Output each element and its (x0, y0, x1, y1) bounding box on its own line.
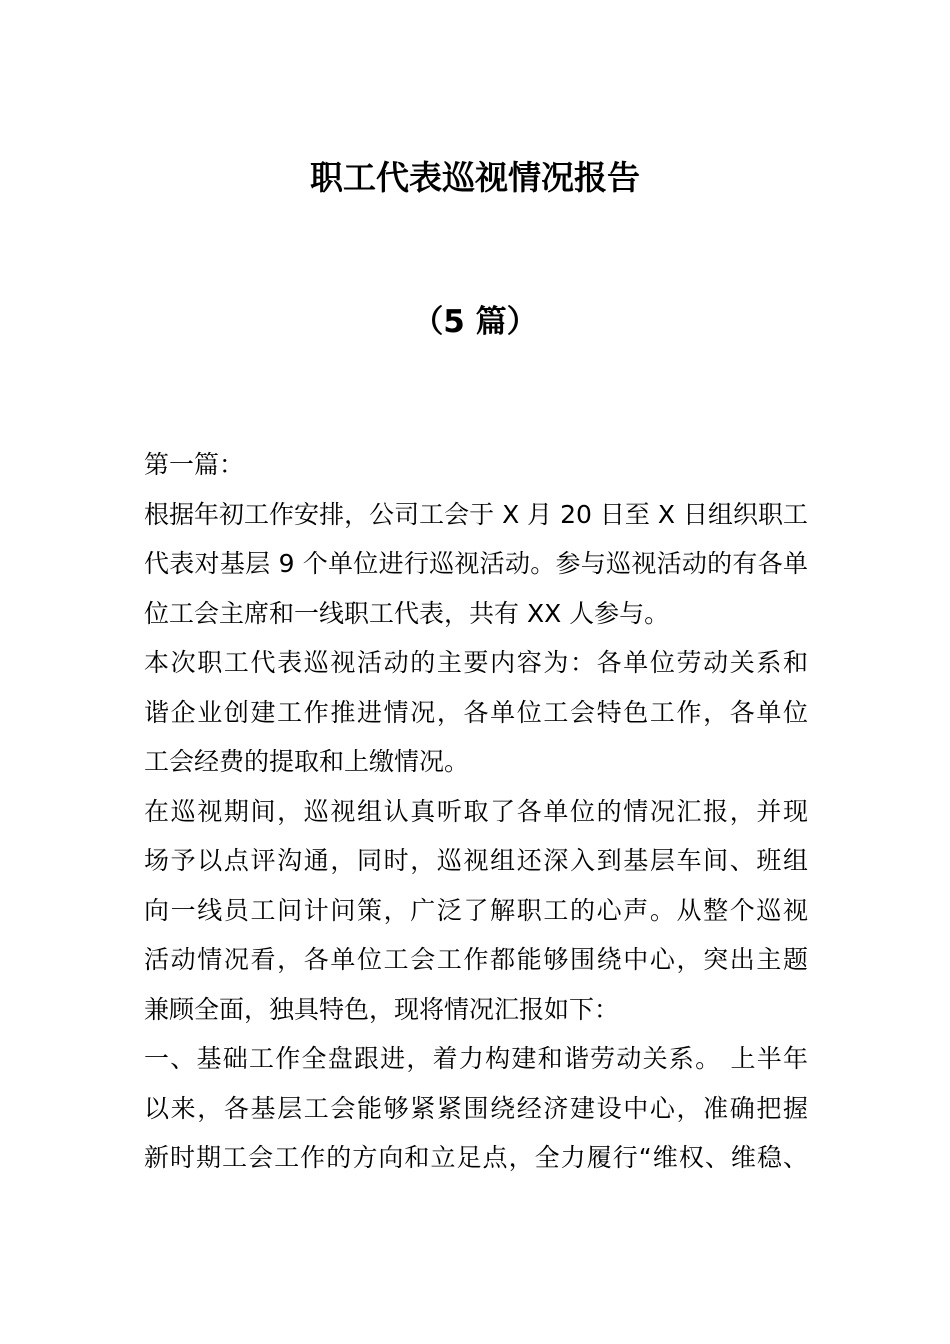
body-line: 代表对基层 9 个单位进行巡视活动。参与巡视活动的有各单 (144, 549, 808, 578)
body-line: 一、基础工作全盘跟进，着力构建和谐劳动关系。 上半年 (144, 1044, 808, 1073)
body-line: 场予以点评沟通，同时，巡视组还深入到基层车间、班组 (144, 846, 808, 875)
body-line: 工会经费的提取和上缴情况。 (144, 747, 470, 776)
body-line: 兼顾全面，独具特色，现将情况汇报如下： (144, 994, 620, 1024)
document-subtitle: （5 篇） (412, 304, 538, 340)
body-line: 活动情况看，各单位工会工作都能够围绕中心，突出主题 (144, 945, 808, 974)
body-line: 以来，各基层工会能够紧紧围绕经济建设中心，准确把握 (144, 1093, 808, 1123)
document-title: 职工代表巡视情况报告 (310, 158, 640, 197)
body-line: 本次职工代表巡视活动的主要内容为：各单位劳动关系和 (144, 648, 808, 677)
body-line: 谐企业创建工作推进情况，各单位工会特色工作，各单位 (144, 697, 808, 727)
body-line: 新时期工会工作的方向和立足点，全力履行“维权、维稳、 (144, 1143, 808, 1172)
body-line: 在巡视期间，巡视组认真听取了各单位的情况汇报，并现 (144, 796, 808, 826)
body-line: 位工会主席和一线职工代表，共有 XX 人参与。 (144, 598, 670, 628)
body-line: 根据年初工作安排，公司工会于 X 月 20 日至 X 日组织职工 (144, 499, 808, 529)
body-line: 向一线员工问计问策，广泛了解职工的心声。从整个巡视 (144, 895, 808, 925)
body-line: 第一篇： (144, 450, 245, 479)
document-body (144, 440, 808, 1183)
